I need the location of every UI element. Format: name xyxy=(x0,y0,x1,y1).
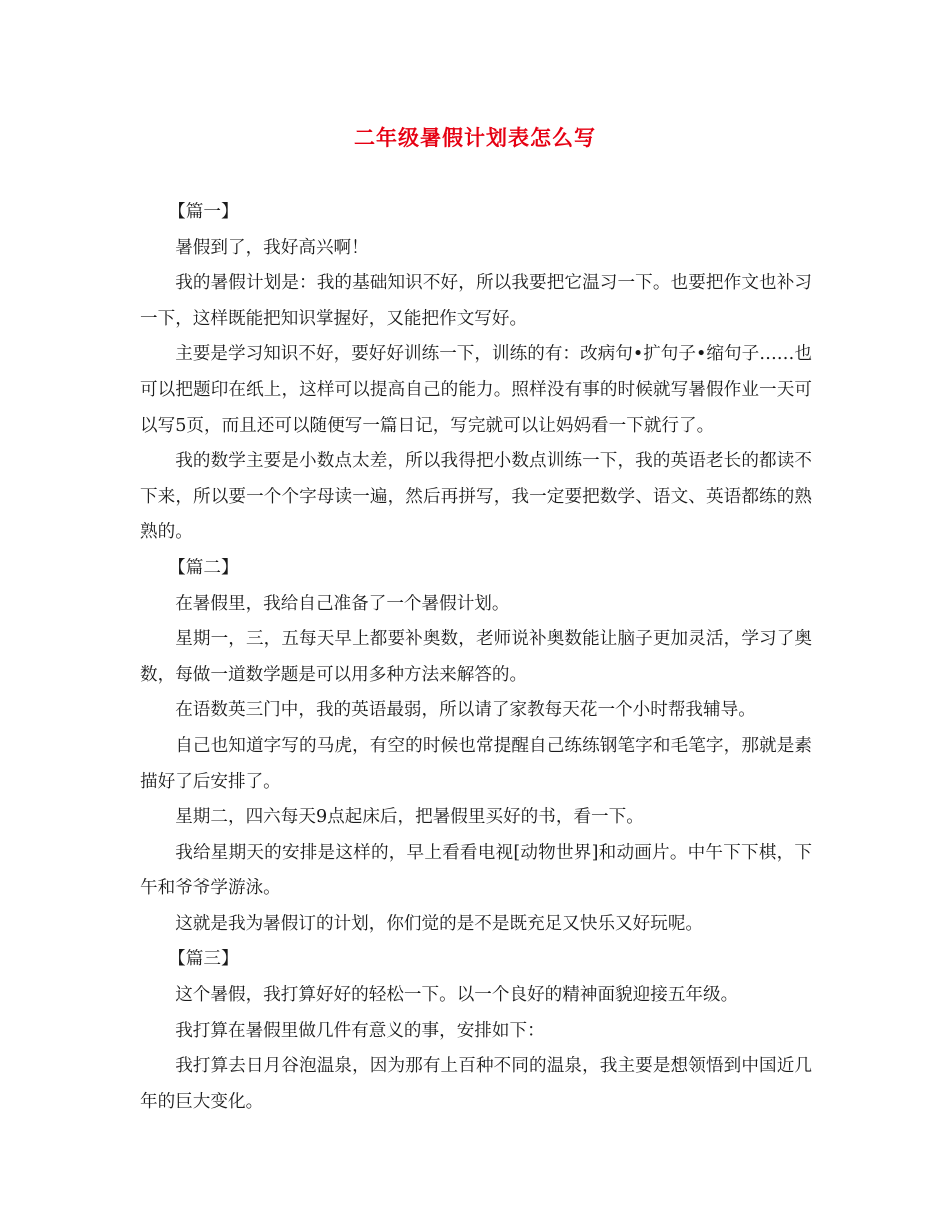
paragraph: 暑假到了，我好高兴啊！ xyxy=(175,237,369,258)
paragraph: 星期二，四六每天9点起床后，把暑假里买好的书，看一下。 xyxy=(175,807,644,828)
paragraph: 主要是学习知识不好，要好好训练一下，训练的有：改病句•扩句子•缩句子……也可以把题印在纸上，这样可以提高自己的能力。照样没有事的时候就写暑假作业一天可以写5页，而且还可以随便写一篇日记，写完就可以让妈妈看一下就行了。 xyxy=(140,344,812,436)
paragraph: 在暑假里，我给自己准备了一个暑假计划。 xyxy=(175,593,510,614)
section-heading: 【篇一】 xyxy=(168,202,239,222)
paragraph: 自己也知道字写的马虎，有空的时候也常提醒自己练练钢笔字和毛笔字，那就是素描好了后安排了。 xyxy=(140,735,812,792)
paragraph: 这个暑假，我打算好好的轻松一下。以一个良好的精神面貌迎接五年级。 xyxy=(175,985,739,1006)
paragraph: 星期一，三，五每天早上都要补奥数，老师说补奥数能让脑子更加灵活，学习了奥数，每做一道数学题是可以用多种方法来解答的。 xyxy=(140,629,812,685)
paragraph: 我打算在暑假里做几件有意义的事，安排如下： xyxy=(175,1020,545,1041)
paragraph: 这就是我为暑假订的计划，你们觉的是不是既充足又快乐又好玩呢。 xyxy=(175,913,704,934)
paragraph: 在语数英三门中，我的英语最弱，所以请了家教每天花一个小时帮我辅导。 xyxy=(175,700,756,721)
document-body xyxy=(140,195,812,1120)
section-heading: 【篇二】 xyxy=(168,557,239,578)
paragraph: 我的数学主要是小数点太差，所以我得把小数点训练一下，我的英语老长的都读不下来，所以要一个个字母读一遍，然后再拼写，我一定要把数学、语文、英语都练的熟熟的。 xyxy=(140,451,812,543)
section-heading: 【篇三】 xyxy=(168,949,239,970)
document-title: 二年级暑假计划表怎么写 xyxy=(354,125,596,150)
paragraph: 我打算去日月谷泡温泉，因为那有上百种不同的温泉，我主要是想领悟到中国近几年的巨大变化。 xyxy=(140,1056,812,1112)
paragraph: 我给星期天的安排是这样的，早上看看电视[动物世界]和动画片。中午下下棋，下午和爷爷学游泳。 xyxy=(140,842,812,899)
paragraph: 我的暑假计划是：我的基础知识不好，所以我要把它温习一下。也要把作文也补习一下，这样既能把知识掌握好，又能把作文写好。 xyxy=(140,273,812,329)
